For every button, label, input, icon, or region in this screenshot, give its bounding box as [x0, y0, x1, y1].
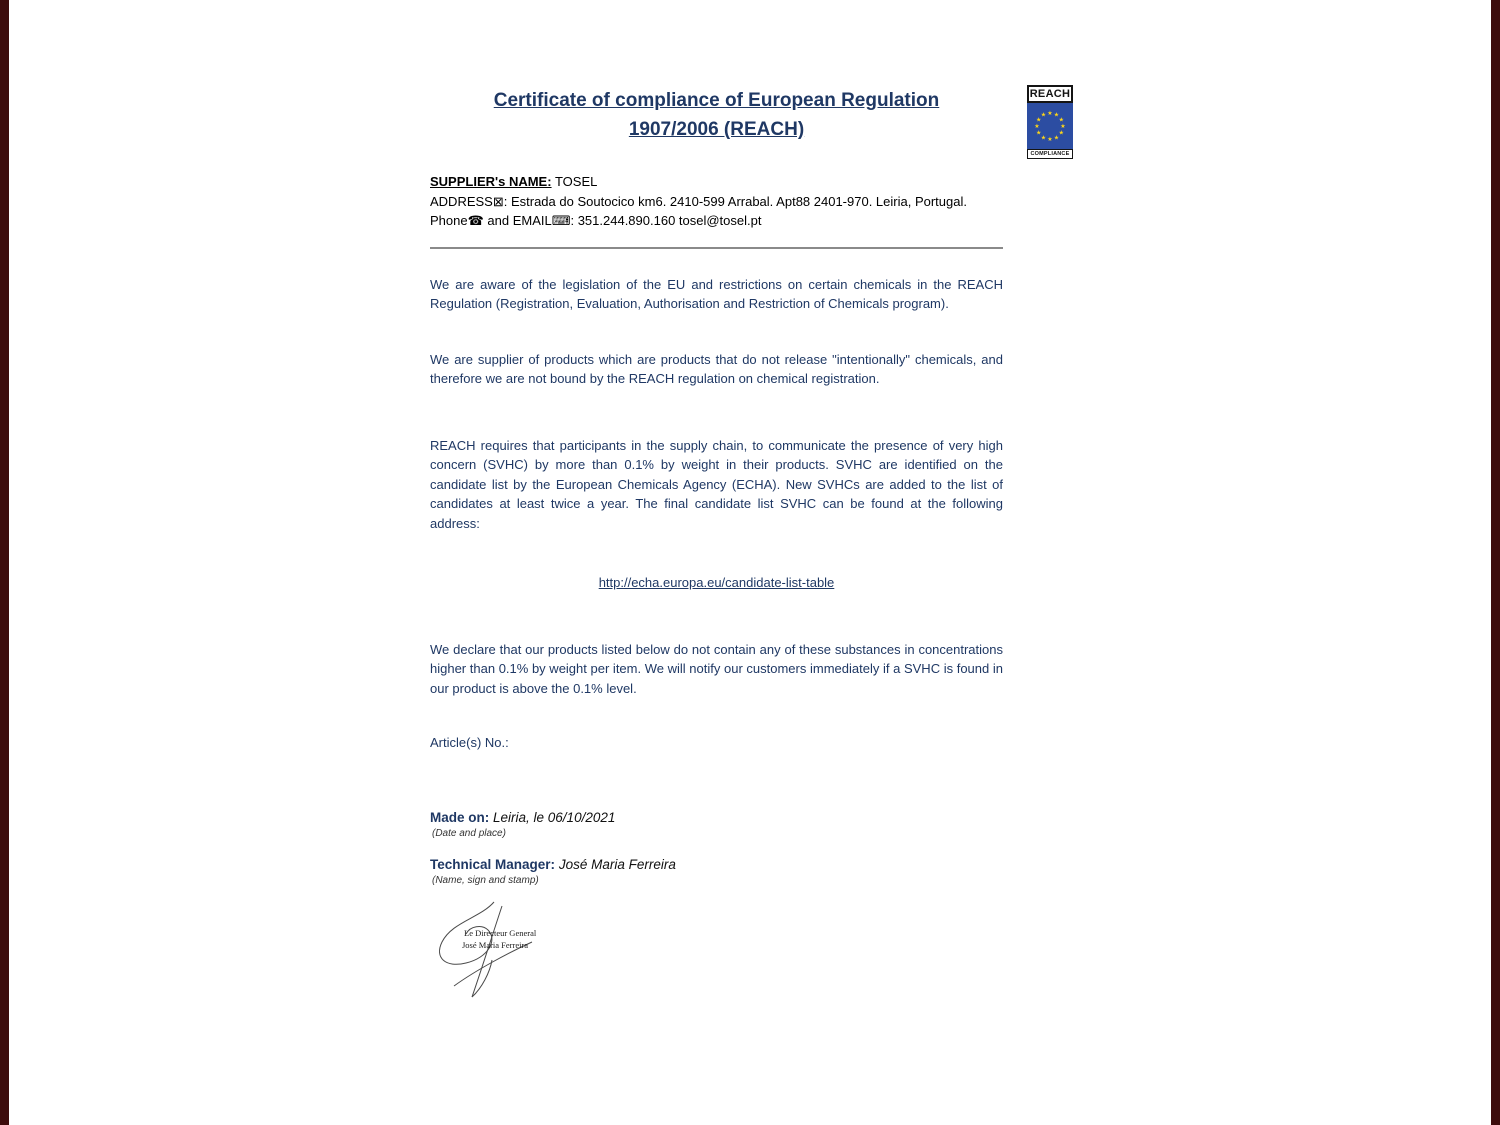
- svg-text:★: ★: [1047, 110, 1053, 117]
- svg-text:★: ★: [1047, 136, 1053, 143]
- title-line-2: 1907/2006 (REACH): [628, 119, 805, 140]
- paragraph-awareness: We are aware of the legislation of the EU and restrictions on certain chemicals in the REACH Regulation (Registration, Evaluation, Authorisation and Restriction of Chemicals program).: [430, 276, 1003, 311]
- supplier-name-line: [430, 172, 1003, 192]
- svg-text:★: ★: [1036, 116, 1042, 124]
- left-edge-bar: [0, 0, 9, 1125]
- document-title: [430, 86, 1003, 144]
- signature-name-text: José Maria Ferreira: [462, 940, 529, 950]
- reach-compliance-logo: [1027, 85, 1073, 159]
- paragraph-svhc-requirements: REACH requires that participants in the supply chain, to communicate the presence of very high concern (SVHC) by more than 0.1% by weight in their products. SVHC are identified on the candidate list by the European Chemicals Agency (ECHA). New SVHCs are added to the list of candidates at least twice a year. The final candidate list SVHC can be found at the following address:: [430, 437, 1003, 531]
- candidate-list-link[interactable]: http://echa.europa.eu/candidate-list-table: [598, 575, 835, 590]
- svg-text:★: ★: [1053, 134, 1060, 142]
- name-sign-stamp-caption: (Name, sign and stamp): [432, 875, 539, 886]
- paragraph-declaration: We declare that our products listed below do not contain any of these substances in concentrations higher than 0.1% by weight per item. We will notify our customers immediately if a SVHC is found in our product is above the 0.1% level.: [430, 641, 1003, 696]
- divider: [430, 247, 1003, 249]
- reach-logo-label: REACH: [1027, 85, 1073, 103]
- svg-text:★: ★: [1053, 111, 1060, 119]
- technical-manager-value: José Maria Ferreira: [558, 857, 676, 872]
- technical-manager-label: Technical Manager:: [430, 857, 556, 872]
- paragraph-supplier-statement: We are supplier of products which are products that do not release "intentionally" chemicals, and therefore we are not bound by the REACH regulation on chemical registration.: [430, 351, 1003, 386]
- supplier-address-line: ADDRESS⊠: Estrada do Soutocico km6. 2410-599 Arrabal. Apt88 2401-970. Leiria, Portugal.: [430, 193, 967, 209]
- signature-scribble-icon: [432, 900, 572, 1000]
- article-number-label: Article(s) No.:: [430, 735, 509, 750]
- candidate-list-link-line: [430, 573, 1003, 593]
- svg-text:★: ★: [1058, 116, 1064, 124]
- supplier-block: [430, 172, 1003, 231]
- supplier-name-value: TOSEL: [554, 174, 598, 189]
- svg-text:★: ★: [1040, 111, 1047, 119]
- made-on-value: Leiria, le 06/10/2021: [493, 810, 616, 825]
- compliance-logo-label: COMPLIANCE: [1027, 149, 1073, 159]
- right-edge-bar: [1491, 0, 1500, 1125]
- signature-title-text: Le Directeur General: [464, 928, 537, 938]
- technical-manager-line: [430, 857, 1003, 872]
- svg-text:★: ★: [1036, 129, 1042, 137]
- signature-block: [432, 900, 572, 1000]
- svg-text:★: ★: [1058, 129, 1064, 137]
- svg-text:★: ★: [1060, 123, 1066, 130]
- title-line-1: Certificate of compliance of European Regulation: [493, 90, 940, 111]
- svg-text:★: ★: [1040, 134, 1047, 142]
- supplier-contact-line: Phone☎ and EMAIL⌨: 351.244.890.160 tosel@tosel.pt: [430, 213, 762, 228]
- eu-stars-flag-icon: [1027, 103, 1073, 149]
- supplier-name-label: SUPPLIER's NAME:: [430, 174, 552, 189]
- document-body: [430, 86, 1003, 1000]
- made-on-label: Made on:: [430, 810, 490, 825]
- made-on-line: [430, 810, 1003, 825]
- svg-text:★: ★: [1034, 123, 1040, 130]
- date-place-caption: (Date and place): [432, 828, 506, 839]
